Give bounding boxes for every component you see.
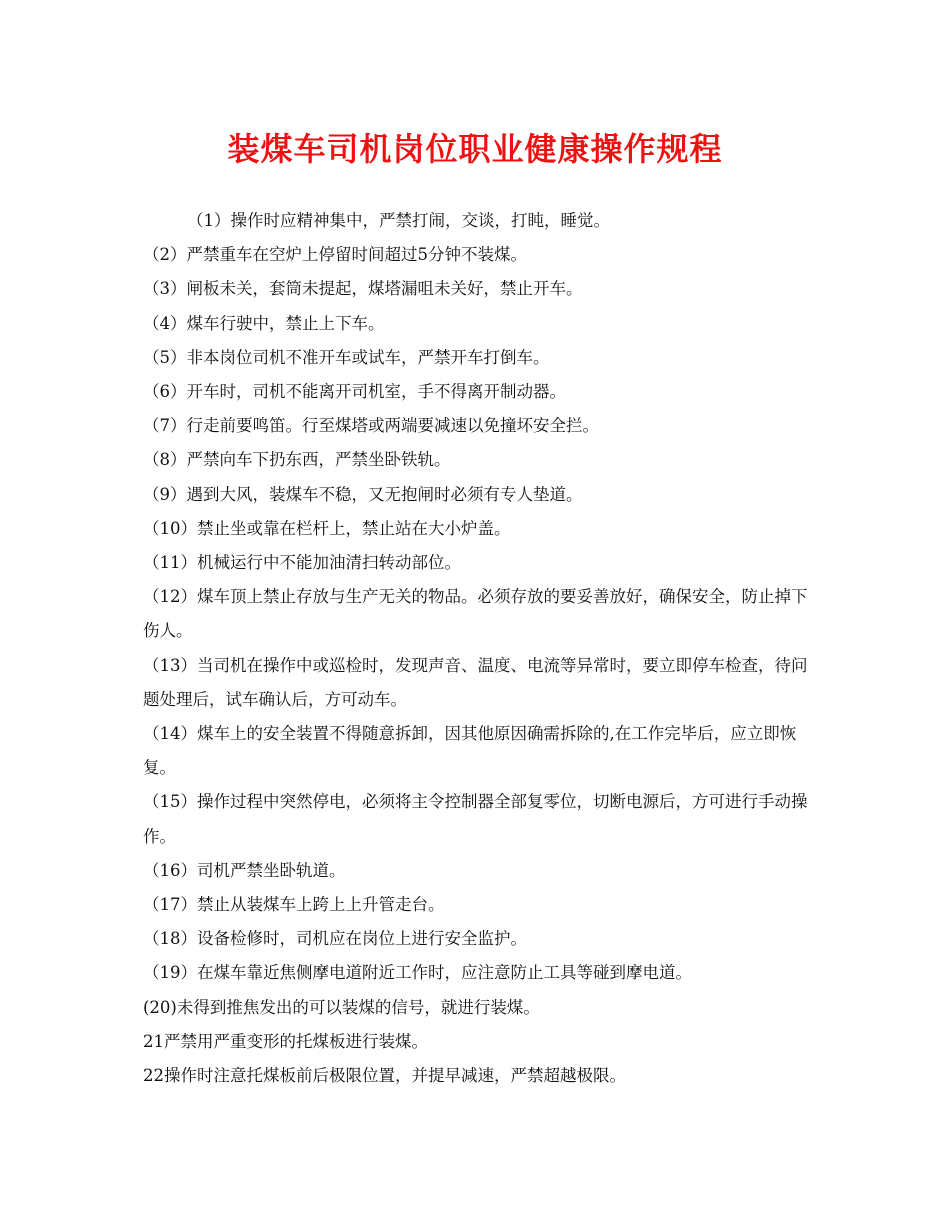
rule-paragraph: （3）闸板未关，套筒未提起，煤塔漏咀未关好，禁止开车。 xyxy=(143,279,583,299)
rule-paragraph: 21严禁用严重变形的托煤板进行装煤。 xyxy=(143,1031,428,1051)
rule-paragraph: （14）煤车上的安全装置不得随意拆卸，因其他原因确需拆除的,在工作完毕后，应立即恢复。 xyxy=(143,724,797,778)
rule-paragraph: （12）煤车顶上禁止存放与生产无关的物品。必须存放的要妥善放好，确保安全，防止掉下伤人。 xyxy=(143,587,808,641)
rule-paragraph: 22操作时注意托煤板前后极限位置，并提早减速，严禁超越极限。 xyxy=(143,1066,626,1086)
rule-paragraph: （7）行走前要鸣笛。行至煤塔或两端要减速以免撞坏安全拦。 xyxy=(143,416,599,436)
rule-paragraph: （2）严禁重车在空炉上停留时间超过5分钟不装煤。 xyxy=(143,245,527,265)
rule-paragraph: （5）非本岗位司机不准开车或试车，严禁开车打倒车。 xyxy=(143,347,550,367)
rule-paragraph: （11）机械运行中不能加油清扫转动部位。 xyxy=(143,553,461,573)
document-body xyxy=(143,204,815,1093)
rule-paragraph: （15）操作过程中突然停电，必须将主令控制器全部复零位，切断电源后，方可进行手动操作。 xyxy=(143,792,808,846)
rule-paragraph: （1）操作时应精神集中，严禁打闹，交谈，打盹，睡觉。 xyxy=(187,211,610,230)
rule-paragraph: （19）在煤车靠近焦侧摩电道附近工作时，应注意防止工具等碰到摩电道。 xyxy=(143,963,692,983)
rule-paragraph: （9）遇到大风，装煤车不稳，又无抱闸时必须有专人垫道。 xyxy=(143,484,583,504)
rule-paragraph: （6）开车时，司机不能离开司机室，手不得离开制动器。 xyxy=(143,382,566,402)
rule-paragraph: （18）设备检修时，司机应在岗位上进行安全监护。 xyxy=(143,929,527,949)
rule-paragraph: （16）司机严禁坐卧轨道。 xyxy=(143,860,346,880)
rule-paragraph: （17）禁止从装煤车上跨上上升管走台。 xyxy=(143,895,445,915)
rule-paragraph: (20)未得到推焦发出的可以装煤的信号，就进行装煤。 xyxy=(143,997,540,1017)
rule-paragraph: （4）煤车行驶中，禁止上下车。 xyxy=(143,313,385,333)
document-title: 装煤车司机岗位职业健康操作规程 xyxy=(227,130,723,168)
rule-paragraph: （13）当司机在操作中或巡检时，发现声音、温度、电流等异常时，要立即停车检查，待问题处理后，试车确认后，方可动车。 xyxy=(143,655,808,709)
rule-paragraph: （10）禁止坐或靠在栏杆上，禁止站在大小炉盖。 xyxy=(143,518,511,538)
rule-paragraph: （8）严禁向车下扔东西，严禁坐卧铁轨。 xyxy=(143,450,451,470)
